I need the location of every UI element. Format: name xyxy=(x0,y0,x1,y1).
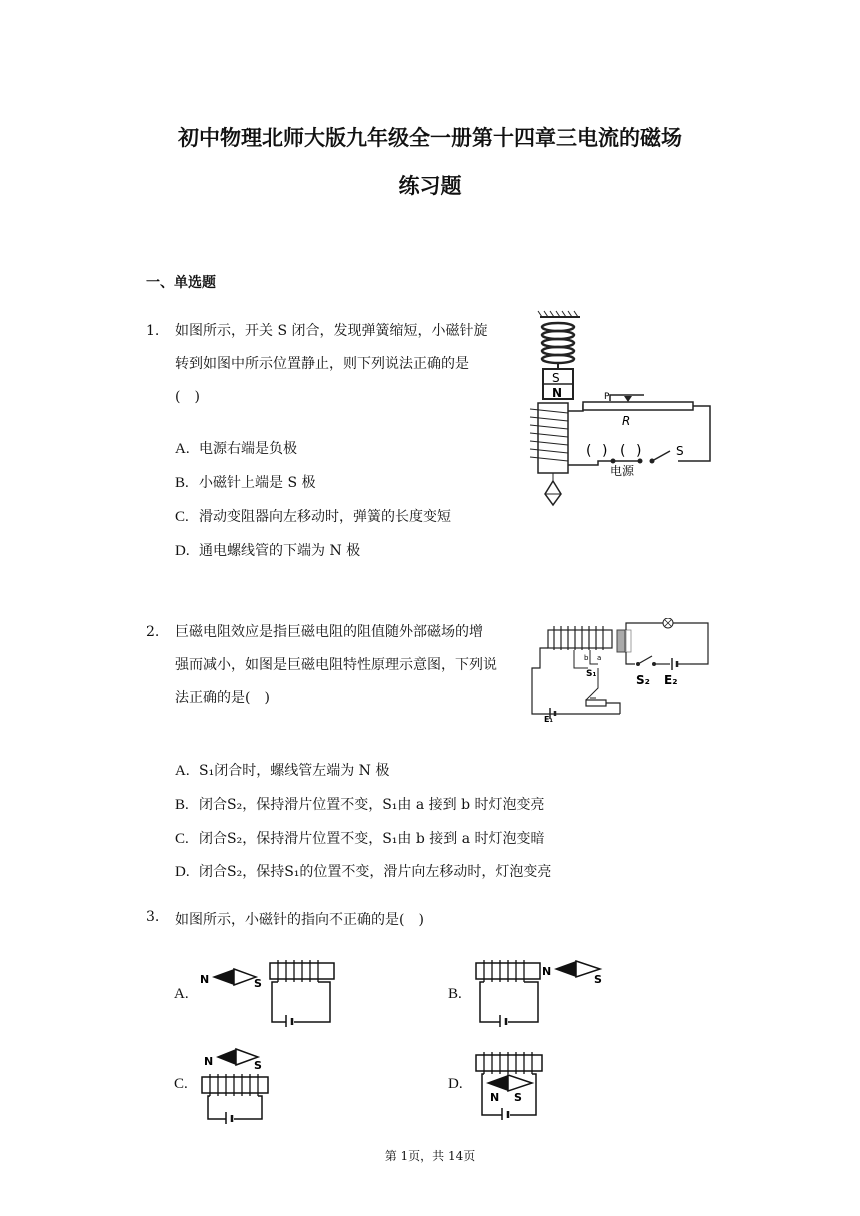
q1-option-b[interactable]: B. 小磁针上端是 S 极 xyxy=(175,475,316,491)
q2-number: 2. xyxy=(146,624,160,640)
q2-b-label: b xyxy=(584,654,589,662)
svg-text:(: ( xyxy=(586,443,592,459)
q2-s1-label: S₁ xyxy=(586,669,597,679)
q3-figure-d xyxy=(472,1045,552,1123)
svg-text:N: N xyxy=(204,1055,214,1068)
svg-text:S: S xyxy=(514,1091,522,1104)
q2-e2-label: E₂ xyxy=(664,673,678,687)
svg-text:N: N xyxy=(200,973,210,986)
q1-option-a[interactable]: A. 电源右端是负极 xyxy=(175,441,297,457)
q1-line-2: 转到如图中所示位置静止，则下列说法正确的是 xyxy=(175,356,469,372)
q3-option-b-label[interactable]: B. xyxy=(448,986,462,1002)
q1-power-label: 电源 xyxy=(610,464,635,478)
q2-option-c[interactable]: C. 闭合S₂，保持滑片位置不变，S₁由 b 接到 a 时灯泡变暗 xyxy=(175,831,545,847)
q3-figure-c xyxy=(196,1043,276,1125)
q3-option-a-label[interactable]: A. xyxy=(174,986,189,1002)
svg-text:S: S xyxy=(254,1059,262,1072)
svg-text:): ) xyxy=(602,443,608,459)
q2-stem xyxy=(175,616,497,715)
q1-line-3: ( ) xyxy=(175,389,200,405)
q3-option-c-label[interactable]: C. xyxy=(174,1076,188,1092)
svg-text:): ) xyxy=(636,443,642,459)
q1-option-d[interactable]: D. 通电螺线管的下端为 N 极 xyxy=(175,543,361,559)
q1-stem xyxy=(175,315,488,414)
q2-s2-label: S₂ xyxy=(636,673,650,687)
q1-switch-label: S xyxy=(676,444,684,458)
q1-circuit-figure xyxy=(518,305,718,510)
section-heading: 一、单选题 xyxy=(146,275,216,291)
page-title: 初中物理北师大版九年级全一册第十四章三电流的磁场 xyxy=(178,126,682,150)
svg-text:S: S xyxy=(254,977,262,990)
q1-resistor-label: R xyxy=(622,414,631,428)
q2-line-2: 强而减小，如图是巨磁电阻特性原理示意图，下列说 xyxy=(175,657,497,673)
q2-option-a[interactable]: A. S₁闭合时，螺线管左端为 N 极 xyxy=(175,763,390,779)
q2-option-b[interactable]: B. 闭合S₂，保持滑片位置不变，S₁由 a 接到 b 时灯泡变亮 xyxy=(175,797,545,813)
q1-magnet-s-label: S xyxy=(552,371,560,385)
q1-number: 1. xyxy=(146,323,160,339)
q1-rheostat xyxy=(583,402,693,410)
q2-line-1: 巨磁电阻效应是指巨磁电阻的阻值随外部磁场的增 xyxy=(175,624,483,640)
q1-option-c[interactable]: C. 滑动变阻器向左移动时，弹簧的长度变短 xyxy=(175,509,451,525)
q2-line-3: 法正确的是( ) xyxy=(175,690,270,706)
q3-figure-b xyxy=(472,955,612,1027)
svg-text:N: N xyxy=(490,1091,500,1104)
q2-circuit-figure xyxy=(530,618,715,723)
q3-option-d-label[interactable]: D. xyxy=(448,1076,463,1092)
page-subtitle: 练习题 xyxy=(398,174,462,198)
svg-text:N: N xyxy=(542,965,552,978)
q2-e1-label: E₁ xyxy=(544,715,553,723)
q1-magnet-n-label: N xyxy=(552,386,563,400)
q1-slider-label: P xyxy=(604,392,610,402)
q3-figure-a xyxy=(196,955,341,1027)
q3-stem: 如图所示，小磁针的指向不正确的是( ) xyxy=(175,912,424,928)
q2-option-d[interactable]: D. 闭合S₂，保持S₁的位置不变，滑片向左移动时，灯泡变亮 xyxy=(175,864,552,880)
q2-a-label: a xyxy=(597,654,602,662)
svg-text:S: S xyxy=(594,973,602,986)
q1-line-1: 如图所示，开关 S 闭合，发现弹簧缩短，小磁针旋 xyxy=(175,323,488,339)
q3-number: 3. xyxy=(146,909,160,925)
page-footer: 第 1页，共 14页 xyxy=(384,1149,476,1163)
svg-text:(: ( xyxy=(620,443,626,459)
